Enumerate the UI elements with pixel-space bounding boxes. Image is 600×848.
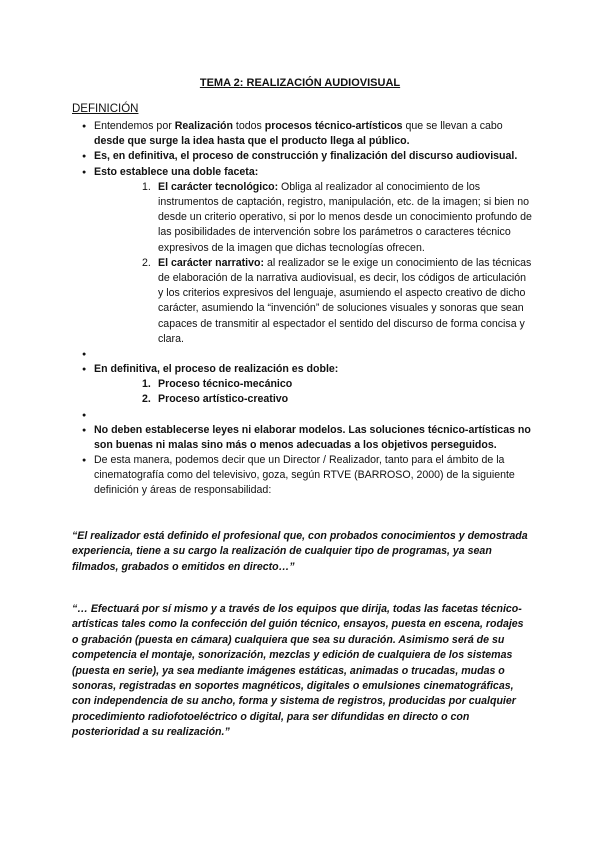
bullet2-text: Es, en definitiva, el proceso de construcción y finalización del discurso audiovisual. [94,150,518,163]
facets-list [94,180,534,347]
facet-text: Obliga al realizador al conocimiento de los instrumentos de captación, registro, manipulación, etc. de la imagen; si bien no desde un criterio operativo, si por lo menos desde un conocimiento profundo de las posibilidades de intervención sobre los parámetros o caracteres técnico expresivos de la imagen que dichas tecnologías ofrecen. [158,180,532,254]
bullet1-text-1: Entendemos por [94,120,175,132]
definition-content [72,119,534,499]
bullet5-text: No deben establecerse leyes ni elaborar modelos. Las soluciones técnico-artísticas no son buenas ni malas sino más o menos adecuadas a los objetivos perseguidos. [94,423,531,451]
facet-number: 2. [142,256,151,269]
bullet1-bold-desde: desde que surge la idea hasta que el producto llega al público. [94,135,410,148]
facet-item-narrativo [142,256,534,347]
bullet1-text-2: todos [232,120,265,132]
bullet1-bold-realizacion: Realización [174,120,233,132]
facet-item-tecnologico [142,180,534,256]
facet-number: 1. [142,180,151,193]
section-heading-definicion: DEFINICIÓN [72,103,139,115]
process-number: 2. [142,393,151,406]
spacer [72,347,534,362]
process-item [142,392,534,407]
spacer [72,408,534,423]
quote-definicion: “El realizador está definido el profesional que, con probados conocimientos y demostrada experiencia, tiene a su cargo la realización de cualquier tipo de programas, ya sean filmados, grabados o emitidos en directo…” [72,530,528,573]
process-label: Proceso artístico-creativo [158,393,289,406]
process-label: Proceso técnico-mecánico [158,378,293,391]
bullet1-text-3: que se llevan a cabo [402,120,503,132]
facet-label: El carácter narrativo: [158,256,264,269]
process-number: 1. [142,378,151,391]
list-item [72,423,534,453]
list-item [72,453,534,499]
list-item [72,149,534,164]
facet-label: El carácter tecnológico: [158,180,279,193]
process-list [94,377,534,407]
list-item [72,165,534,347]
facet-text: al realizador se le exige un conocimiento de las técnicas de elaboración de la narrativa audiovisual, es decir, los códigos de articulación y los criterios expresivos del lenguaje, asumiendo el aspecto creativo de dicho carácter, asumiendo la “invención” de soluciones visuales y sonoras que sean capaces de transmitir al espectador el sentido del discurso de forma concisa y clara. [158,256,532,345]
bullet1-bold-procesos: procesos técnico-artísticos [264,120,403,132]
list-item [72,362,534,408]
bullet4-text: En definitiva, el proceso de realización es doble: [94,363,339,376]
page-title: TEMA 2: REALIZACIÓN AUDIOVISUAL [199,77,401,89]
process-item [142,377,534,392]
bullet3-text: Esto establece una doble faceta: [94,165,259,178]
bullet6-text: De esta manera, podemos decir que un Director / Realizador, tanto para el ámbito de la cinematografía como del televisivo, goza, según RTVE (BARROSO, 2000) de la siguiente definición y áreas de responsabilidad: [94,454,515,497]
definition-bullet-list [72,119,534,499]
quote-responsabilidades: “… Efectuará por sí mismo y a través de los equipos que dirija, todas las facetas técnico-artísticas tales como la confección del guión técnico, ensayos, puesta en escena, rodajes o grabación (puesta en cámara) cualquiera que sea su duración. Asimismo será de su competencia el montaje, sonorización, mezclas y edición de cualquiera de los sistemas (puesta en serie), ya sea mediante imágenes estáticas, animadas o trucadas, mudas o sonoras, registradas en soportes magnéticos, digitales o emulsiones cinematográficas, con independencia de su ancho, forma y sistema de registros, producidas por cualquier procedimiento radiofotoeléctrico o digital, para ser difundidas en directo o con posterioridad a su realización.” [72,603,524,739]
list-item [72,119,534,149]
